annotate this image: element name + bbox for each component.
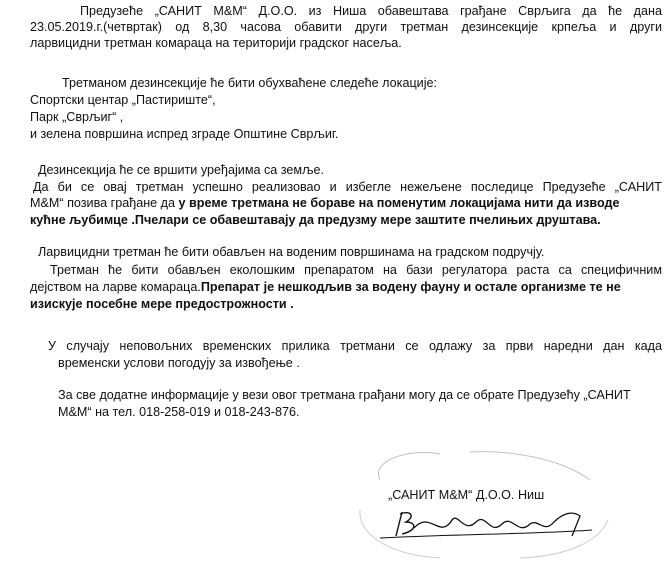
- p2-line1: Третманом дезинсекције ће бити обухваћене следеће локације:: [62, 76, 437, 90]
- stamp-circle-icon: [340, 450, 660, 560]
- p1-line2: 23.05.2019.г.(четвртак) од 8,30 часова обавити други третман дезинсекције крпеља и други: [30, 20, 662, 34]
- stamp-signature: [340, 450, 660, 560]
- p3-line2: Да би се овај третман успешно реализовао и избегле нежељене последице Предузеће „САНИТ: [33, 180, 662, 194]
- p4-line1: Ларвицидни третман ће бити обављен на воденим површинама на градском подручју.: [38, 245, 545, 259]
- p4-line4: изискује посебне мере предострожности .: [30, 297, 294, 311]
- p3-line3-regular: М&М“ позива грађане да: [30, 196, 179, 210]
- p2-line3: Парк „Сврљиг“ ,: [30, 110, 124, 124]
- p4-line3-bold: Препарат је нешкодљив за водену фауну и остале организме те не: [200, 280, 621, 294]
- p1-line3: ларвицидни третман комараца на територији градског насеља.: [30, 36, 402, 50]
- p3-line1: Дезинсекција ће се вршити уређајима са земље.: [38, 163, 324, 177]
- p3-line3-bold: у време третмана не бораве на поменутим локацијама нити да изводе: [178, 196, 620, 210]
- p6-line1: За све додатне информације у вези овог третмана грађани могу да се обрате Предузећу „САНИТ: [58, 388, 631, 402]
- stamp-company: „САНИТ М&М“ Д.О.О. Ниш: [388, 488, 545, 502]
- p6-line2: М&М“ на тел. 018-258-019 и 018-243-876.: [58, 405, 300, 419]
- p4-line3-regular: дејством на ларве комараца.: [30, 280, 201, 294]
- p4-line2: Третман ће бити обављен еколошким препаратом на бази регулатора раста са специфичним: [50, 263, 662, 277]
- p5-line1: У случају неповољних временских прилика третмани се одлажу за први наредни дан када: [48, 339, 662, 353]
- p5-line2: временски услови погодују за извођење .: [58, 356, 300, 370]
- p3-line3: [30, 196, 620, 211]
- p2-line4: и зелена површина испред зграде Општине Сврљиг.: [30, 127, 339, 141]
- p2-line2: Спортски центар „Пастириште“,: [30, 93, 216, 107]
- p1-line1: Предузеће „САНИТ М&М“ Д.О.О. из Ниша обавештава грађане Сврљига да ће дана: [80, 4, 662, 18]
- p3-line4: кућне љубимце .Пчелари се обавештавају да предузму мере заштите пчелињих друштава.: [30, 213, 601, 227]
- p4-line3: [30, 280, 621, 295]
